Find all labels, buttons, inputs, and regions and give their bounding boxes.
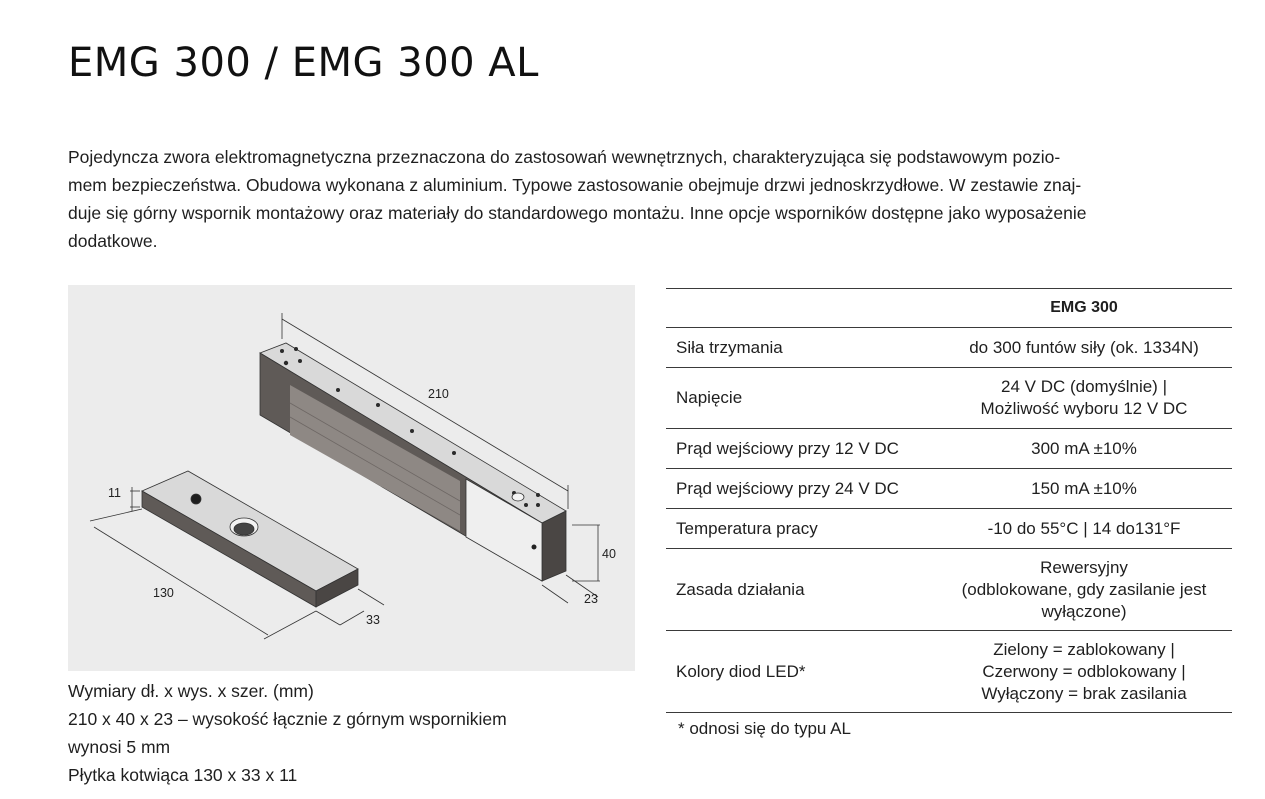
spec-header-row	[666, 289, 1232, 328]
spec-value-line: 300 mA ±10%	[1031, 438, 1137, 458]
spec-row	[666, 549, 1232, 631]
spec-label: Prąd wejściowy przy 24 V DC	[666, 469, 936, 509]
spec-value-line: wyłączone)	[1041, 601, 1127, 621]
intro-paragraph	[68, 143, 1238, 255]
spec-value-line: Czerwony = odblokowany |	[982, 661, 1186, 681]
spec-value	[936, 549, 1232, 631]
spec-value-line: -10 do 55°C | 14 do131°F	[987, 518, 1181, 538]
spec-value-line: 150 mA ±10%	[1031, 478, 1137, 498]
spec-row	[666, 469, 1232, 509]
intro-line: mem bezpieczeństwa. Obudowa wykonana z aluminium. Typowe zastosowanie obejmuje drzwi jednoskrzydłowe. W zestawie znaj-	[68, 175, 1082, 195]
technical-drawing	[68, 285, 635, 671]
footnote: * odnosi się do typu AL	[678, 719, 851, 738]
spec-row	[666, 509, 1232, 549]
caption-line: wynosi 5 mm	[68, 737, 171, 757]
product-drawing	[68, 285, 635, 671]
dim-plate-width: 33	[366, 613, 380, 627]
spec-value	[936, 469, 1232, 509]
spec-header-model: EMG 300	[936, 289, 1232, 328]
caption-line: 210 x 40 x 23 – wysokość łącznie z górnym wspornikiem	[68, 709, 507, 729]
spec-value-line: (odblokowane, gdy zasilanie jest	[961, 579, 1207, 599]
intro-line: dodatkowe.	[68, 231, 158, 251]
dim-height: 40	[602, 547, 616, 561]
dim-width: 23	[584, 592, 598, 606]
spec-row	[666, 631, 1232, 713]
spec-header-blank	[666, 289, 936, 328]
spec-table	[666, 288, 1232, 713]
dimensions-caption	[68, 677, 635, 789]
spec-label: Prąd wejściowy przy 12 V DC	[666, 429, 936, 469]
dim-plate-length: 130	[153, 586, 174, 600]
spec-value-line: Zielony = zablokowany |	[993, 639, 1175, 659]
caption-line: Płytka kotwiąca 130 x 33 x 11	[68, 765, 298, 785]
spec-value-line: do 300 funtów siły (ok. 1334N)	[969, 337, 1199, 357]
spec-value	[936, 429, 1232, 469]
spec-row	[666, 429, 1232, 469]
spec-row	[666, 328, 1232, 368]
page-title: EMG 300 / EMG 300 AL	[68, 40, 539, 86]
spec-value-line: Możliwość wyboru 12 V DC	[980, 399, 1188, 418]
anchor-plate	[142, 471, 358, 607]
spec-value-line: 24 V DC (domyślnie) |	[1001, 377, 1167, 396]
spec-value	[936, 328, 1232, 368]
spec-label: Kolory diod LED*	[666, 631, 936, 713]
spec-label: Siła trzymania	[666, 328, 936, 368]
intro-line: duje się górny wspornik montażowy oraz materiały do standardowego montażu. Inne opcje wsporników dostępne jako wyposażenie	[68, 203, 1087, 223]
spec-label: Zasada działania	[666, 549, 936, 631]
spec-value-line: Wyłączony = brak zasilania	[981, 683, 1187, 703]
spec-label: Napięcie	[666, 368, 936, 429]
spec-label: Temperatura pracy	[666, 509, 936, 549]
spec-row	[666, 368, 1232, 429]
spec-value	[936, 631, 1232, 713]
spec-value-line: Rewersyjny	[1040, 557, 1128, 577]
spec-value	[936, 509, 1232, 549]
dim-length: 210	[428, 387, 449, 401]
dim-plate-height: 11	[108, 486, 121, 500]
intro-line: Pojedyncza zwora elektromagnetyczna przeznaczona do zastosowań wewnętrznych, charakteryzująca się podstawowym pozio-	[68, 147, 1061, 167]
caption-line: Wymiary dł. x wys. x szer. (mm)	[68, 681, 314, 701]
spec-value	[936, 368, 1232, 429]
